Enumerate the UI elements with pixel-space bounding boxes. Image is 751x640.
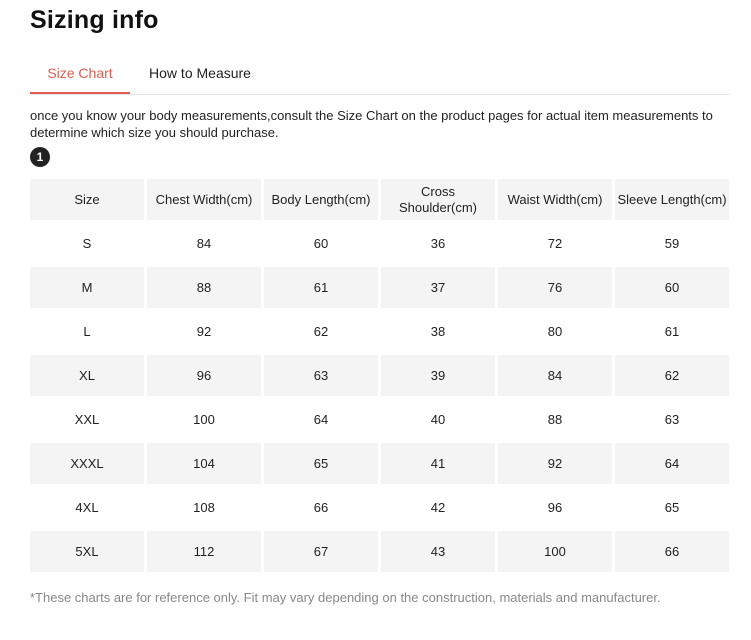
cell-body-length: 62 [313,324,329,339]
cell-cross-shoulder: 43 [381,531,495,572]
step-number-badge: 1 [30,147,50,167]
cell-size: XXL [74,412,100,427]
table-row [30,487,729,528]
cell-waist-width: 76 [498,267,612,308]
cell-cross-shoulder: 39 [381,355,495,396]
cell-chest-width: 100 [193,412,215,427]
cell-cross-shoulder: 37 [381,267,495,308]
cell-body-length: 63 [264,355,378,396]
cell-chest-width: 108 [193,500,215,515]
cell-body-length: 65 [264,443,378,484]
header-body-length: Body Length(cm) [264,179,378,220]
cell-body-length: 66 [313,500,329,515]
cell-sleeve-length: 59 [664,236,680,251]
cell-sleeve-length: 63 [664,412,680,427]
cell-chest-width: 96 [147,355,261,396]
cell-sleeve-length: 60 [615,267,729,308]
cell-sleeve-length: 64 [615,443,729,484]
header-cross-shoulder: Cross Shoulder(cm) [381,179,495,220]
cell-size: XXXL [30,443,144,484]
cell-cross-shoulder: 41 [381,443,495,484]
tab-how-to-measure[interactable]: How to Measure [149,65,251,81]
cell-body-length: 64 [313,412,329,427]
table-row [30,355,729,396]
table-row [30,531,729,572]
cell-size: M [30,267,144,308]
cell-waist-width: 84 [498,355,612,396]
cell-size: XL [30,355,144,396]
cell-cross-shoulder: 40 [430,412,446,427]
cell-waist-width: 72 [547,236,563,251]
cell-waist-width: 96 [547,500,563,515]
tab-bar [30,56,730,95]
cell-chest-width: 104 [147,443,261,484]
table-header-row [30,179,729,220]
table-row [30,443,729,484]
cell-chest-width: 84 [196,236,212,251]
tab-size-chart[interactable]: Size Chart [30,56,130,94]
cell-chest-width: 92 [196,324,212,339]
cell-waist-width: 100 [498,531,612,572]
cell-body-length: 67 [264,531,378,572]
cell-size: 5XL [30,531,144,572]
cell-sleeve-length: 66 [615,531,729,572]
cell-chest-width: 88 [147,267,261,308]
cell-cross-shoulder: 42 [430,500,446,515]
cell-waist-width: 92 [498,443,612,484]
disclaimer-footnote: *These charts are for reference only. Fit may vary depending on the construction, materials and manufacturer. [30,590,661,605]
cell-cross-shoulder: 36 [430,236,446,251]
cell-waist-width: 80 [547,324,563,339]
cell-sleeve-length: 65 [664,500,680,515]
cell-size: S [82,236,92,251]
header-size: Size [30,179,144,220]
page-title: Sizing info [30,6,159,34]
cell-chest-width: 112 [147,531,261,572]
size-chart-description: once you know your body measurements,consult the Size Chart on the product pages for actual item measurements to determine which size you should purchase. [30,108,713,140]
cell-body-length: 61 [264,267,378,308]
cell-sleeve-length: 62 [615,355,729,396]
header-waist-width: Waist Width(cm) [498,179,612,220]
cell-waist-width: 88 [547,412,563,427]
table-row [30,223,729,264]
cell-cross-shoulder: 38 [430,324,446,339]
size-chart-table [27,176,732,575]
table-row [30,267,729,308]
table-row [30,399,729,440]
cell-sleeve-length: 61 [664,324,680,339]
cell-size: 4XL [75,500,99,515]
cell-size: L [83,324,91,339]
table-row [30,311,729,352]
cell-body-length: 60 [313,236,329,251]
header-sleeve-length: Sleeve Length(cm) [615,179,729,220]
header-chest-width: Chest Width(cm) [147,179,261,220]
